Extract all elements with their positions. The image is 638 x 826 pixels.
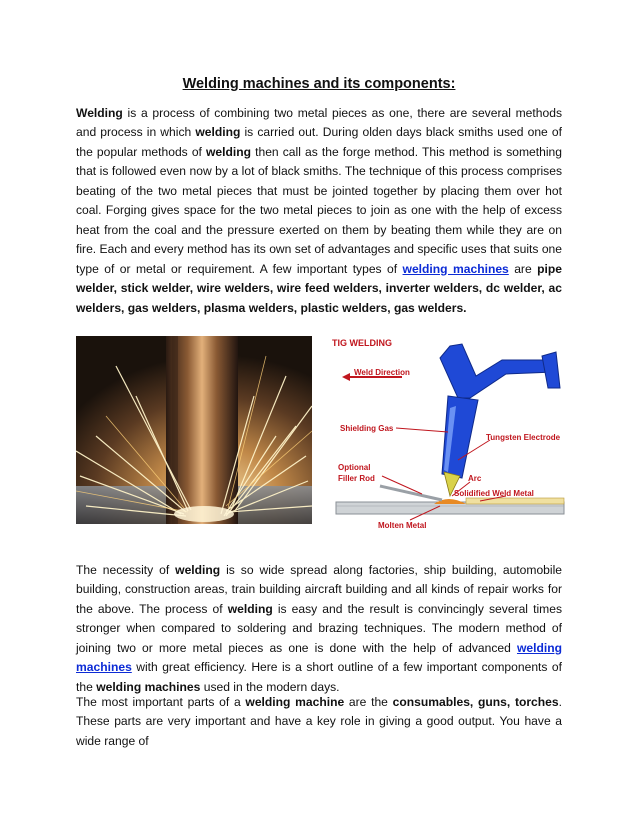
label-solidified-weld-metal: Solidified Weld Metal <box>454 489 534 498</box>
page-title: Welding machines and its components: <box>182 76 456 92</box>
text-run: are the <box>344 695 393 709</box>
bold-term: welding <box>206 144 252 159</box>
text-run: . These parts are very important and have a key role in giving a good output. You have a wide range of <box>76 695 562 748</box>
text-run: The necessity of <box>76 563 176 577</box>
label-shielding-gas: Shielding Gas <box>340 424 394 433</box>
text-run: is carried out. During olden days black smiths used one of the popular methods of <box>76 125 562 159</box>
text-run: is easy and the result is convincingly several times stronger when compared to soldering and brazing techniques. The modern method of joining two or more metal pieces as one is done with the help of advanced <box>76 601 562 655</box>
intro-paragraph <box>76 104 562 318</box>
text-run: is a process of combining two metal pieces as one, there are several methods and process in which <box>76 106 562 140</box>
bold-term: welding <box>175 563 221 577</box>
label-arc: Arc <box>468 474 482 483</box>
label-tungsten-electrode: Tungsten Electrode <box>486 433 561 442</box>
bold-term: Welding <box>76 106 123 120</box>
text-run: with great efficiency. Here is a short outline of a few important components of the <box>76 660 562 694</box>
tig-welding-diagram <box>330 336 570 534</box>
text-run: The most important parts of a <box>76 695 246 709</box>
welder-types-list: pipe welder, stick welder, wire welders, wire feed welders, inverter welders, dc welder, ac welders, gas welders, plasma welders, plastic welders, gas welders. <box>76 261 562 315</box>
text-run: used in the modern days. <box>200 679 340 694</box>
bold-term: welding machine <box>245 695 345 709</box>
label-molten-metal: Molten Metal <box>378 521 427 530</box>
diagram-title: TIG WELDING <box>332 338 392 348</box>
bold-term: consumables, guns, torches <box>392 695 559 709</box>
label-weld-direction: Weld Direction <box>354 368 410 377</box>
bold-term: welding <box>195 125 241 140</box>
bold-term: welding machines <box>96 679 201 694</box>
label-optional: Optional <box>338 463 371 472</box>
welding-machines-link[interactable]: welding machines <box>76 640 562 675</box>
necessity-paragraph <box>76 561 562 697</box>
text-run: then call as the forge method. This method is something that is followed even now by a lot of black smiths. The technique of this process comprises beating of the two metal pieces that must be jointed together by placing them over hot coal. Forging gives space for the two metal pieces to join as one with the help of excess heat from the coal and the pressure exerted on them by beating them while they are on fire. Each and every method has its own set of advantages and specific uses that suits one type of or metal or requirement. A few important types of <box>76 144 562 276</box>
bold-term: welding <box>227 601 273 616</box>
welding-sparks-photo <box>76 336 312 524</box>
text-run: are <box>508 261 538 276</box>
label-filler-rod: Filler Rod <box>338 474 375 483</box>
text-run: is so wide spread along factories, ship building, automobile building, construction areas, train building aircraft building and all kinds of repair works for the above. The process of <box>76 563 563 616</box>
welding-machines-link[interactable]: welding machines <box>402 261 509 276</box>
components-paragraph <box>76 693 562 751</box>
